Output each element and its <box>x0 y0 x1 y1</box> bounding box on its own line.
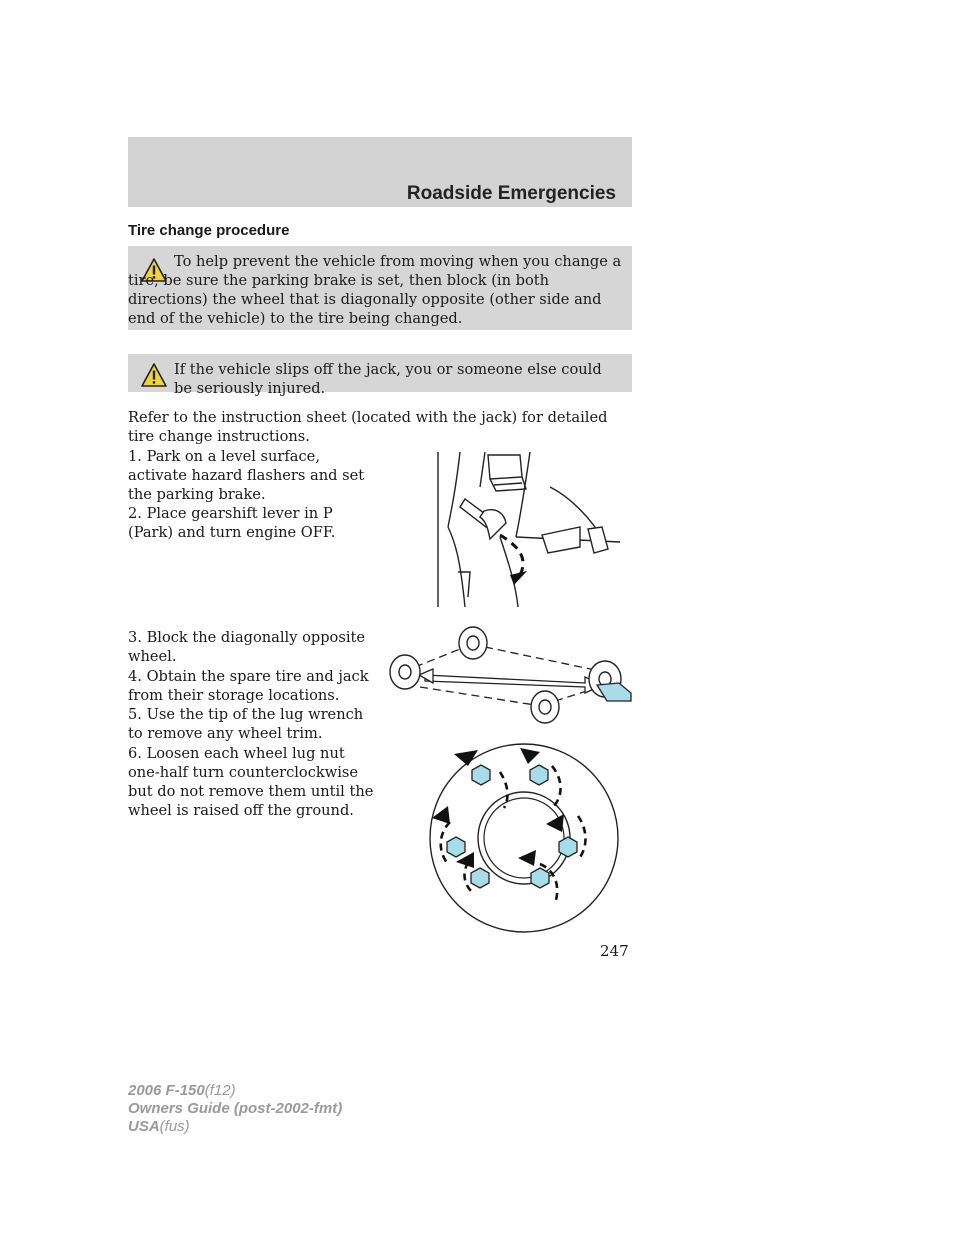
procedure-title: Tire change procedure <box>128 222 290 239</box>
page-number: 247 <box>600 942 629 960</box>
warning-text-1: To help prevent the vehicle from moving when you change a tire, be sure the parking brake is set, then block (in both directions) the wheel that is diagonally opposite (other side and end of the vehicle) to the tire being changed. <box>128 253 622 327</box>
lug-nut-loosening-illustration <box>428 742 620 934</box>
step-3: 3. Block the diagonally opposite wheel. <box>128 629 366 665</box>
step-5: 5. Use the tip of the lug wrench to remove any wheel trim. <box>128 706 364 742</box>
warning-box-1 <box>128 246 632 330</box>
step-4: 4. Obtain the spare tire and jack from their storage locations. <box>128 668 369 704</box>
gearshift-park-illustration <box>430 447 630 607</box>
step-1: 1. Park on a level surface, activate hazard flashers and set the parking brake. <box>128 448 365 503</box>
section-header-title: Roadside Emergencies <box>406 183 616 204</box>
intro-paragraph: Refer to the instruction sheet (located with the jack) for detailed tire change instructions. <box>128 409 608 445</box>
warning-text-2: If the vehicle slips off the jack, you or someone else could be seriously injured. <box>174 361 602 397</box>
footer-line-2: Owners Guide (post-2002-fmt) <box>128 1100 343 1117</box>
step-2: 2. Place gearshift lever in P (Park) and turn engine OFF. <box>128 505 336 541</box>
footer-line-3: USA(fus) <box>128 1118 190 1135</box>
diagonal-wheel-block-illustration <box>385 625 635 725</box>
warning-triangle-icon <box>141 363 167 387</box>
step-6: 6. Loosen each wheel lug nut one-half turn counterclockwise but do not remove them until the wheel is raised off the ground. <box>128 745 374 819</box>
footer <box>128 1082 342 1136</box>
footer-line-1: 2006 F-150(f12) <box>128 1082 236 1099</box>
warning-box-2 <box>128 354 632 397</box>
